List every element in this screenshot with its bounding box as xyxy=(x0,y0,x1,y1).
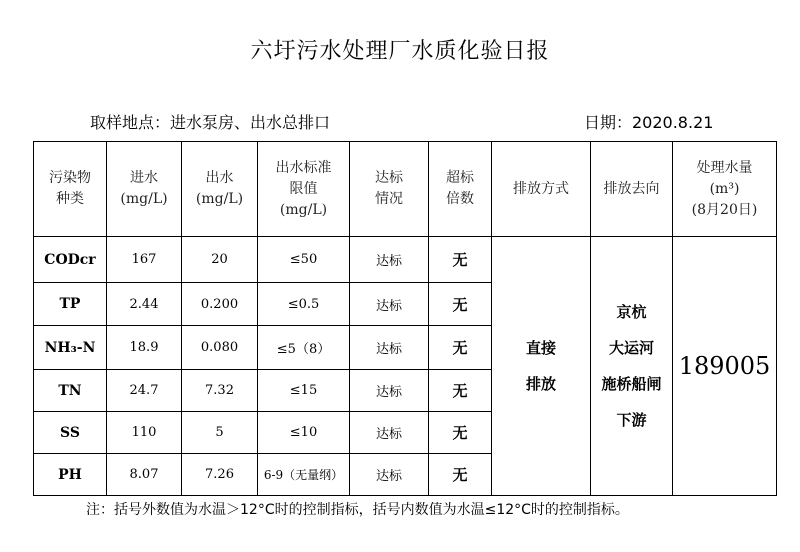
header-pollutant xyxy=(34,142,107,237)
report-title: 六圩污水处理厂水质化验日报 xyxy=(250,39,550,64)
header-line: 出水标准 xyxy=(275,159,332,176)
outflow-cell: 5 xyxy=(182,412,258,454)
header-line: (mg/L) xyxy=(279,201,328,218)
pollutant-cell: PH xyxy=(34,454,107,496)
inflow-cell: 167 xyxy=(107,237,182,283)
exceed-cell: 无 xyxy=(429,326,492,370)
header-line: 超标 xyxy=(446,170,474,186)
limit-cell: 6-9（无量纲） xyxy=(258,454,350,496)
method-line: 排放 xyxy=(525,375,556,393)
header-exceed xyxy=(429,142,492,237)
header-line: 污染物 xyxy=(49,170,91,186)
header-volume xyxy=(673,142,777,237)
inflow-cell: 2.44 xyxy=(107,283,182,326)
header-line: (8月20日) xyxy=(691,201,758,218)
status-cell: 达标 xyxy=(350,283,429,326)
limit-cell: ≤5（8） xyxy=(258,326,350,370)
water-quality-table xyxy=(33,141,777,496)
limit-cell: ≤50 xyxy=(258,237,350,283)
outflow-cell: 0.080 xyxy=(182,326,258,370)
destination-line: 下游 xyxy=(616,411,647,429)
sampling-location: 取样地点：进水泵房、出水总排口 xyxy=(90,113,331,132)
exceed-cell: 无 xyxy=(429,237,492,283)
header-line: 限值 xyxy=(289,180,318,197)
header-line: 达标 xyxy=(375,170,403,186)
limit-cell: ≤10 xyxy=(258,412,350,454)
header-method: 排放方式 xyxy=(492,142,591,237)
header-line: 倍数 xyxy=(446,191,474,207)
method-line: 直接 xyxy=(525,339,556,357)
outflow-cell: 20 xyxy=(182,237,258,283)
inflow-cell: 8.07 xyxy=(107,454,182,496)
destination-line: 施桥船闸 xyxy=(601,375,662,393)
outflow-cell: 7.32 xyxy=(182,370,258,412)
pollutant-cell: CODcr xyxy=(34,237,107,283)
status-cell: 达标 xyxy=(350,370,429,412)
pollutant-cell: TN xyxy=(34,370,107,412)
discharge-method-cell xyxy=(492,237,591,496)
destination-line: 京杭 xyxy=(616,303,647,321)
header-limit xyxy=(258,142,350,237)
discharge-destination-cell xyxy=(591,237,673,496)
header-line: (m³) xyxy=(709,180,740,197)
limit-cell: ≤0.5 xyxy=(258,283,350,326)
header-inflow xyxy=(107,142,182,237)
limit-cell: ≤15 xyxy=(258,370,350,412)
inflow-cell: 18.9 xyxy=(107,326,182,370)
header-outflow xyxy=(182,142,258,237)
outflow-cell: 0.200 xyxy=(182,283,258,326)
header-line: (mg/L) xyxy=(195,191,244,207)
header-line: (mg/L) xyxy=(120,191,168,207)
header-destination: 排放去向 xyxy=(591,142,673,237)
exceed-cell: 无 xyxy=(429,283,492,326)
footnote: 注：括号外数值为水温＞12°C时的控制指标，括号内数值为水温≤12°C时的控制指标。 xyxy=(86,502,629,518)
exceed-cell: 无 xyxy=(429,454,492,496)
treated-volume-cell: 189005 xyxy=(673,237,777,496)
inflow-cell: 110 xyxy=(107,412,182,454)
inflow-cell: 24.7 xyxy=(107,370,182,412)
header-line: 种类 xyxy=(56,191,84,207)
header-line: 进水 xyxy=(130,170,158,186)
status-cell: 达标 xyxy=(350,326,429,370)
header-line: 情况 xyxy=(375,191,403,207)
pollutant-cell: NH₃-N xyxy=(34,326,107,370)
exceed-cell: 无 xyxy=(429,370,492,412)
outflow-cell: 7.26 xyxy=(182,454,258,496)
pollutant-cell: SS xyxy=(34,412,107,454)
destination-line: 大运河 xyxy=(608,339,654,357)
status-cell: 达标 xyxy=(350,237,429,283)
exceed-cell: 无 xyxy=(429,412,492,454)
pollutant-cell: TP xyxy=(34,283,107,326)
header-row xyxy=(34,142,777,237)
status-cell: 达标 xyxy=(350,412,429,454)
header-line: 出水 xyxy=(205,170,234,186)
header-compliance xyxy=(350,142,429,237)
report-date: 日期：2020.8.21 xyxy=(584,113,714,132)
header-line: 处理水量 xyxy=(696,159,753,176)
status-cell: 达标 xyxy=(350,454,429,496)
table-row xyxy=(34,237,777,283)
